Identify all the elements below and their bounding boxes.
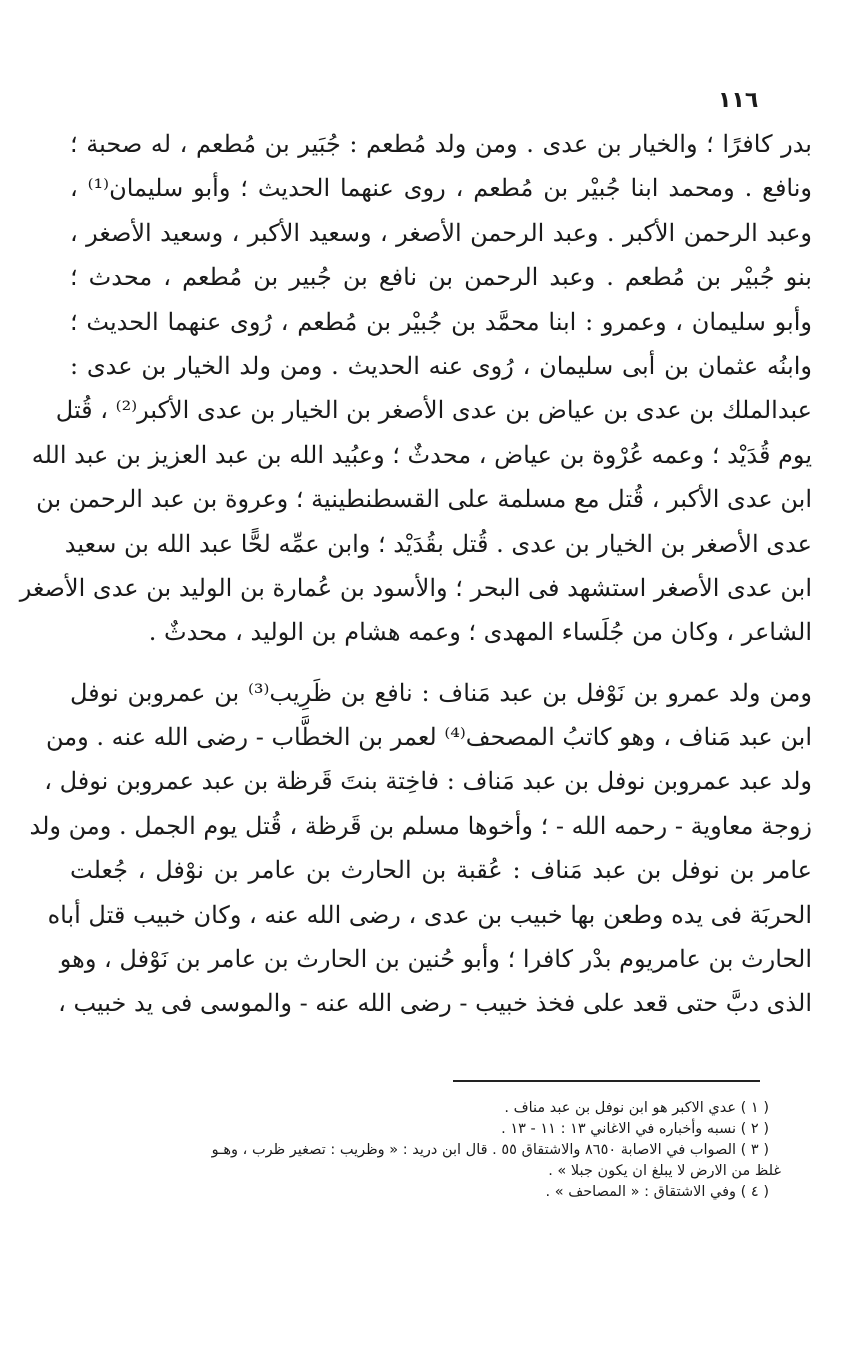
text-line: وأبو سليمان ، وعمرو : ابنا محمَّد بن جُبيْر بن مُطعم ، رُوى عنهما الحديث ؛ <box>70 307 812 336</box>
footnote-2: ( ٢ ) نسبه وأخباره في الاغاني ١٣ : ١١ - ١٣ . <box>501 1121 769 1137</box>
text-line: وعبد الرحمن الأكبر . وعبد الرحمن الأصغر ، وسعيد الأكبر ، وسعيد الأصغر ، <box>70 218 812 247</box>
text-line: بنو جُبيْر بن مُطعم . وعبد الرحمن بن نافع بن جُبير بن مُطعم ، محدث ؛ <box>70 263 812 292</box>
text-line: عامر بن نوفل بن عبد مَناف : عُقبة بن الحارث بن عامر بن نوْفل ، جُعلت <box>70 856 812 885</box>
text-line: ونافع . ومحمد ابنا جُبيْر بن مُطعم ، روى عنهما الحديث ؛ وأبو سليمان⁽¹⁾ ، <box>70 174 812 203</box>
text-line: الحربَة فى يده وطعن بها خبيب بن عدى ، رضى الله عنه ، وكان خبيب قتل أباه <box>47 900 812 929</box>
text-line: ابن عدى الأصغر استشهد فى البحر ؛ والأسود بن عُمارة بن الوليد بن عدى الأصغر <box>19 573 812 602</box>
footnote-1: ( ١ ) عدي الاكبر هو ابن نوفل بن عبد مناف . <box>504 1100 769 1116</box>
text-line: عبدالملك بن عدى بن عياض بن عدى الأصغر بن الخيار بن عدى الأكبر⁽²⁾ ، قُتل <box>55 396 812 425</box>
main-text <box>19 122 813 1026</box>
paragraph-1 <box>19 122 813 655</box>
text-line: زوجة معاوية - رحمه الله - ؛ وأخوها مسلم بن قَرظة ، قُتل يوم الجمل . ومن ولد <box>29 811 812 840</box>
page-number: ١١٦ <box>718 88 759 113</box>
text-line: ومن ولد عمرو بن نَوْفل بن عبد مَناف : نافع بن ظَرِيب⁽³⁾ بن عمروبن نوفل <box>70 678 812 707</box>
text-line: الذى دبَّ حتى قعد على فخذ خبيب - رضى الله عنه - والموسى فى يد خبيب ، <box>58 989 812 1018</box>
text-line: ابن عبد مَناف ، وهو كاتبُ المصحف⁽⁴⁾ لعمر بن الخطَّاب - رضى الله عنه . ومن <box>46 723 812 752</box>
footnote-3-continuation: غلظ من الارض لا يبلغ ان يكون جبلا » . <box>548 1163 781 1179</box>
footnote-3: ( ٣ ) الصواب في الاصابة ٨٦٥٠ والاشتقاق ٥٥ . قال ابن دريد : « وظريب : تصغير ظرب ، وهـو <box>211 1142 769 1158</box>
footnote-4: ( ٤ ) وفي الاشتقاق : « المصاحف » . <box>545 1184 769 1200</box>
text-line: عدى الأصغر بن الخيار بن عدى . قُتل بقُدَيْد ؛ وابن عمِّه لحًّا عبد الله بن سعيد <box>64 529 812 558</box>
paragraph-2 <box>29 671 812 1026</box>
footnotes <box>75 1098 795 1203</box>
text-line: ولد عبد عمروبن نوفل بن عبد مَناف : فاخِتة بنتَ قَرظة بن عبد عمروبن نوفل ، <box>44 767 812 796</box>
text-line: يوم قُدَيْد ؛ وعمه عُرْوة بن عياض ، محدثٌ ؛ وعبُيد الله بن عبد العزيز بن عبد الله <box>31 440 812 469</box>
text-line: ابن عدى الأكبر ، قُتل مع مسلمة على القسطنطينية ؛ وعروة بن عبد الرحمن بن <box>36 485 812 514</box>
text-line: وابنُه عثمان بن أبى سليمان ، رُوى عنه الحديث . ومن ولد الخيار بن عدى : <box>70 351 813 380</box>
footnote-divider <box>453 1080 760 1082</box>
text-line: بدر كافرًا ؛ والخيار بن عدى . ومن ولد مُطعم : جُبَير بن مُطعم ، له صحبة ؛ <box>70 130 812 158</box>
text-line: الشاعر ، وكان من جُلَساء المهدى ؛ وعمه هشام بن الوليد ، محدثٌ . <box>148 618 812 647</box>
text-line: الحارث بن عامريوم بدْر كافرا ؛ وأبو حُنين بن الحارث بن عامر بن نَوْفل ، وهو <box>59 945 812 974</box>
